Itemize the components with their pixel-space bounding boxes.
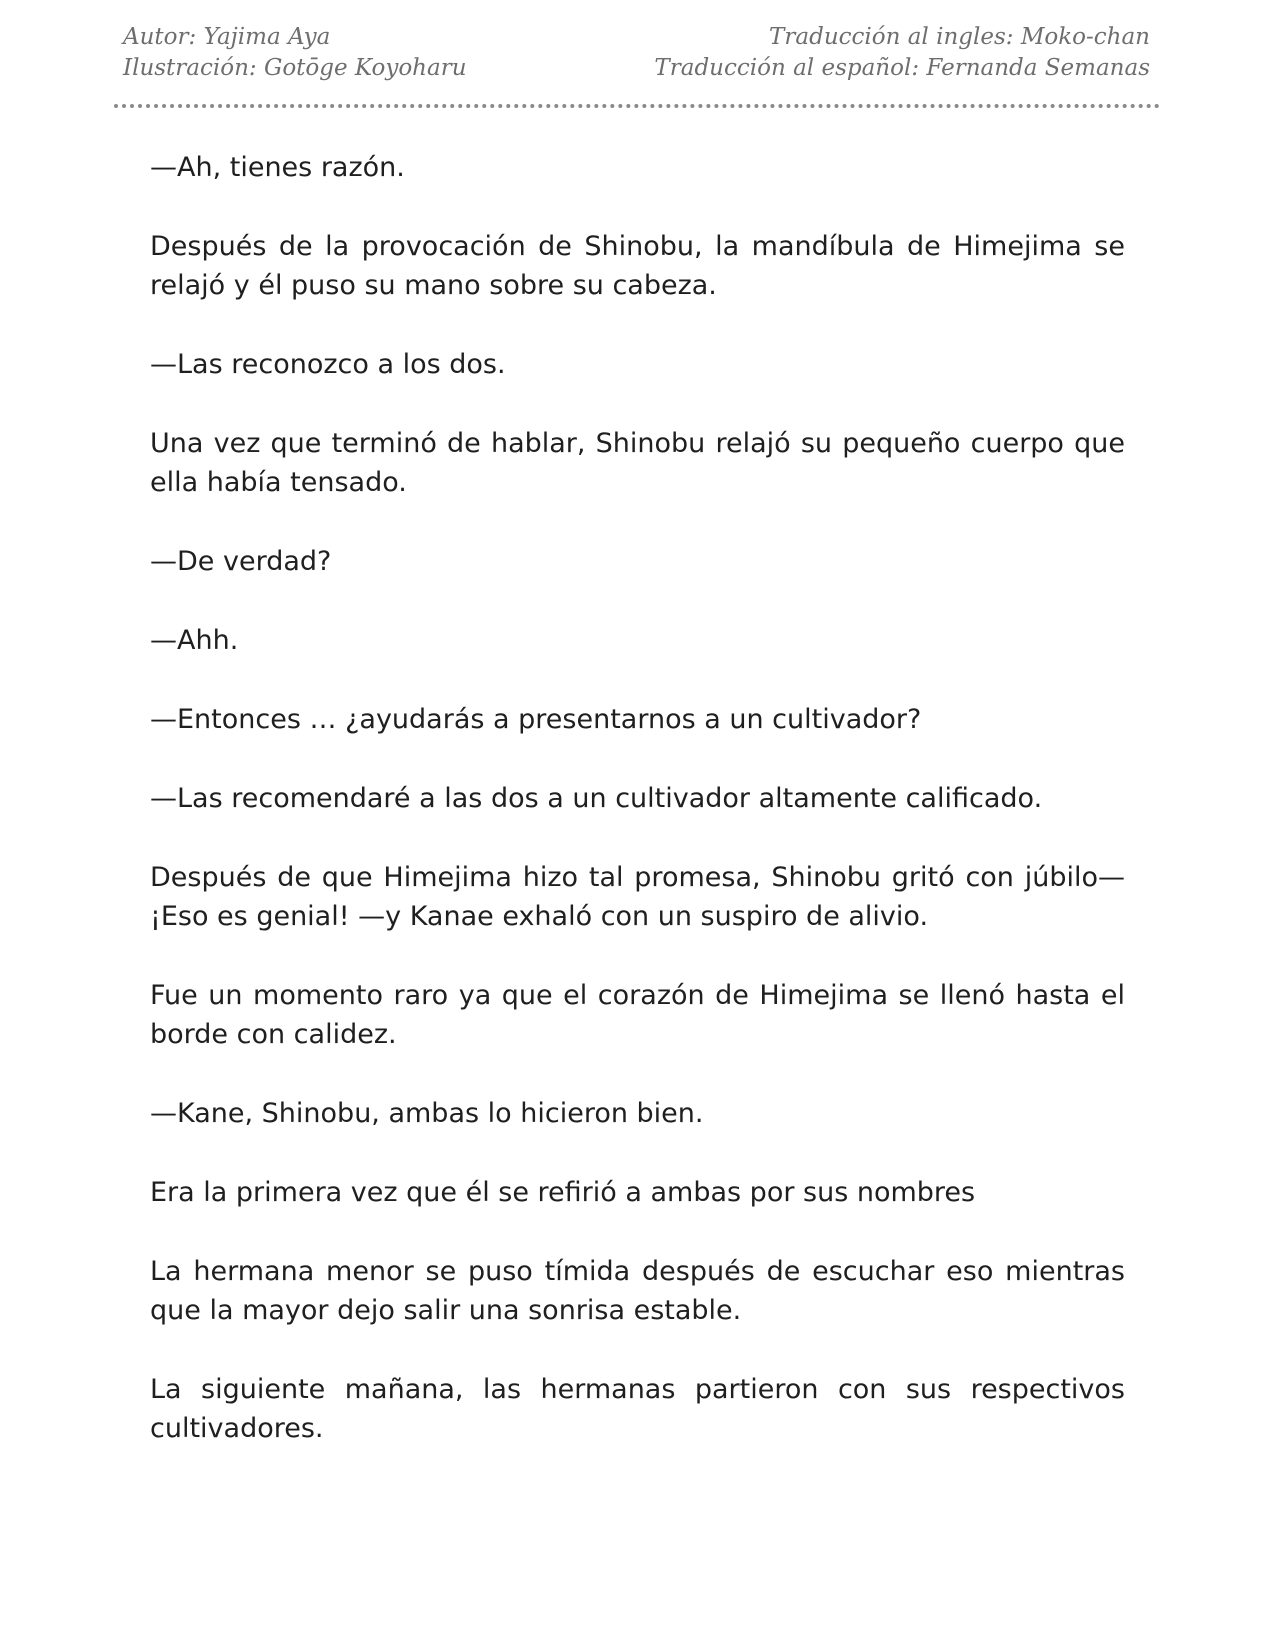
paragraph: —Las reconozco a los dos. (150, 349, 506, 380)
paragraph: La hermana menor se puso tímida después de escuchar eso mientras que la mayor dejo salir una sonrisa estable. (150, 1256, 1125, 1326)
paragraph: —Ahh. (150, 625, 239, 656)
author-credit: Autor: Yajima Aya (123, 24, 331, 50)
illustration-credit: Ilustración: Gotōge Koyoharu (123, 55, 467, 81)
paragraph: —Las recomendaré a las dos a un cultivador altamente calificado. (150, 783, 1043, 814)
paragraph: —Kane, Shinobu, ambas lo hicieron bien. (150, 1098, 704, 1129)
credits-left (123, 22, 467, 84)
spanish-translation-credit: Traducción al español: Fernanda Semanas (654, 55, 1150, 81)
paragraph: Era la primera vez que él se refirió a ambas por sus nombres (150, 1177, 976, 1208)
credits-right (654, 22, 1150, 84)
paragraph: Fue un momento raro ya que el corazón de Himejima se llenó hasta el borde con calidez. (150, 980, 1125, 1050)
paragraph: La siguiente mañana, las hermanas partieron con sus respectivos cultivadores. (150, 1374, 1125, 1444)
english-translation-credit: Traducción al ingles: Moko-chan (769, 24, 1150, 50)
paragraph: —Ah, tienes razón. (150, 152, 405, 183)
paragraph: Después de la provocación de Shinobu, la mandíbula de Himejima se relajó y él puso su mano sobre su cabeza. (150, 231, 1125, 301)
paragraph: Después de que Himejima hizo tal promesa, Shinobu gritó con júbilo— ¡Eso es genial! —y Kanae exhaló con un suspiro de alivio. (150, 862, 1125, 932)
paragraph: —Entonces … ¿ayudarás a presentarnos a un cultivador? (150, 704, 922, 735)
paragraph: —De verdad? (150, 546, 332, 577)
document-body (150, 148, 1125, 1488)
page-header (123, 22, 1150, 86)
paragraph: Una vez que terminó de hablar, Shinobu relajó su pequeño cuerpo que ella había tensado. (150, 428, 1125, 498)
header-divider (114, 104, 1160, 108)
